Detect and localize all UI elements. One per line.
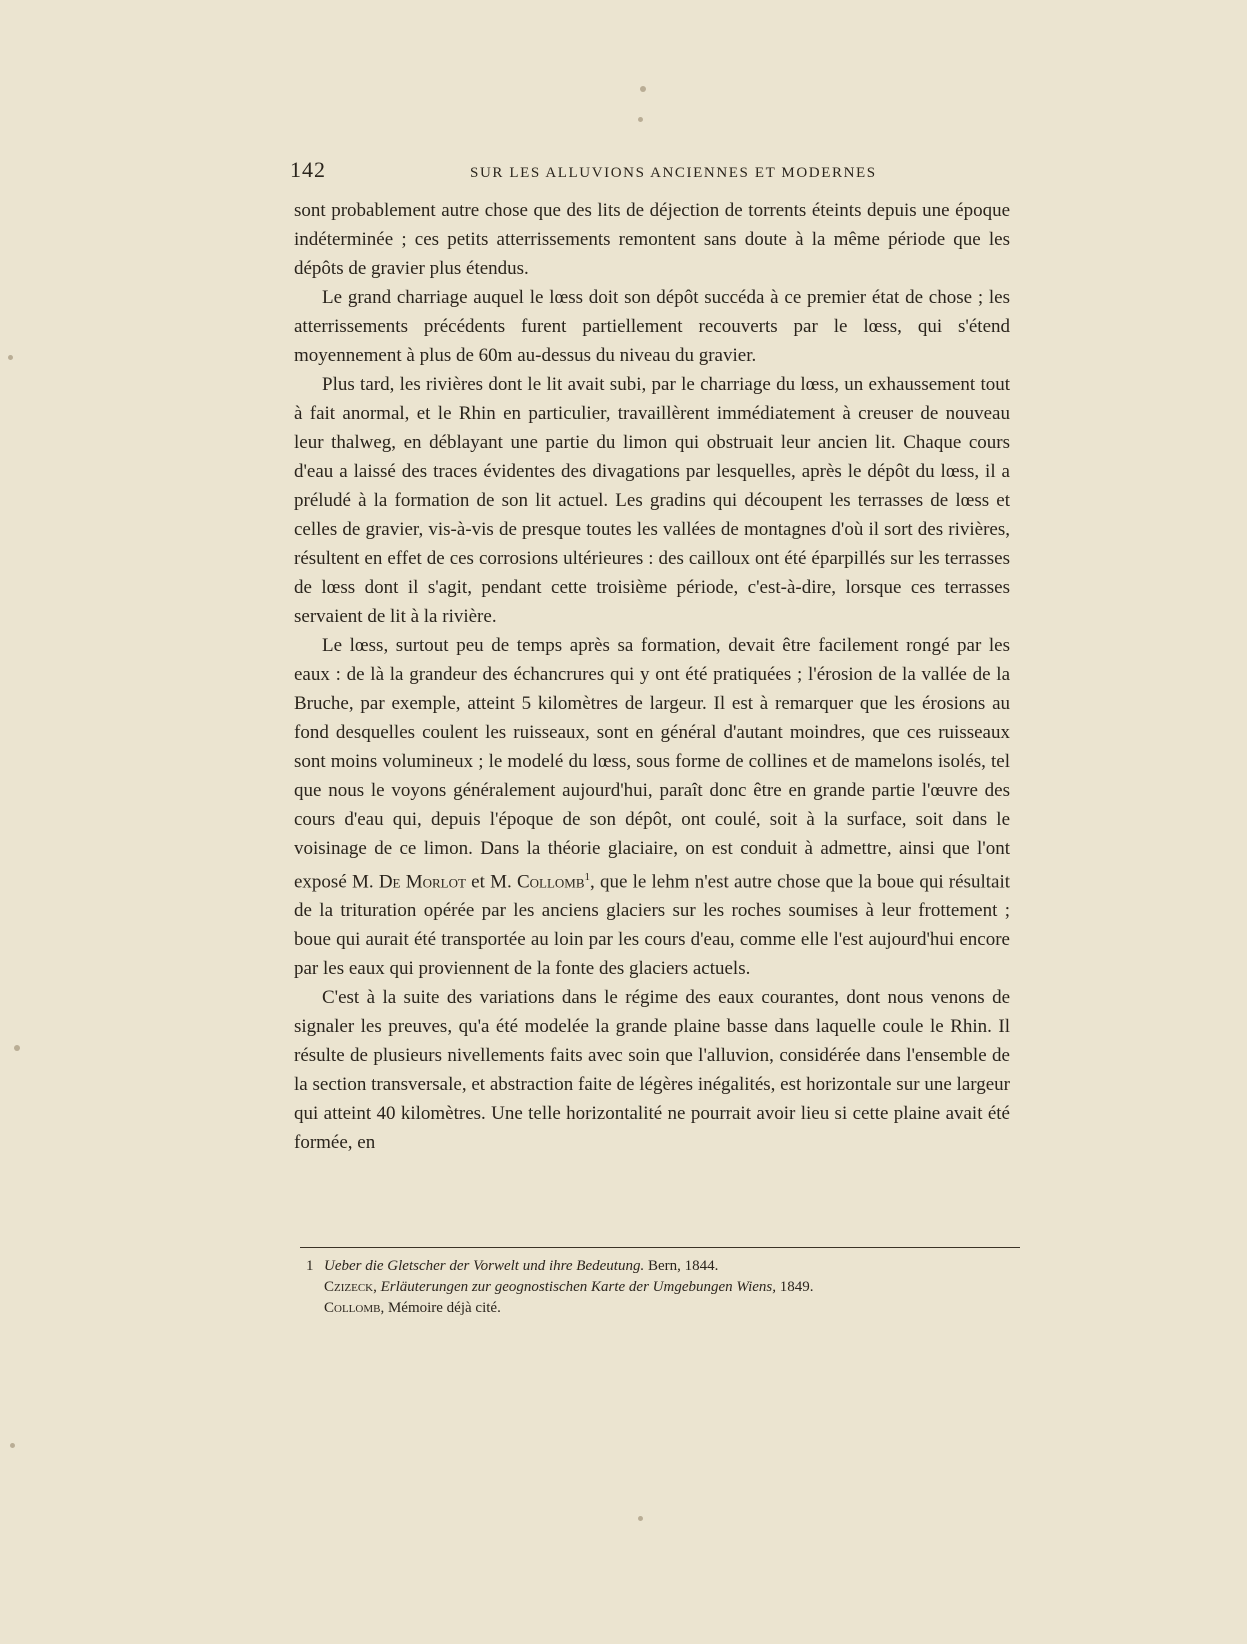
paragraph: sont probablement autre chose que des lits de déjection de torrents éteints depuis une époque indéterminée ; ces petits atterrissements remontent sans doute à la même période que les dépôts de gravier plus étendus.	[294, 200, 1010, 279]
body-text	[294, 196, 1010, 1157]
paper-spot	[8, 355, 13, 360]
footnote	[306, 1298, 1026, 1319]
paragraph	[294, 631, 1010, 983]
footnotes	[306, 1256, 1026, 1319]
paper-spot	[638, 1516, 643, 1521]
paragraph-text: et M.	[465, 871, 517, 893]
footnote-text: 1849.	[775, 1279, 814, 1295]
footnote-author: Collomb	[324, 1300, 381, 1316]
paragraph-text: Le lœss, surtout peu de temps après sa formation, devait être facilement rongé par les eaux : de là la grandeur des échancrures qui y ont été pratiquées ; l'érosion de la vallée de la Bruche, par exemple, atteint 5 kilomètres de largeur. Il est à remarquer que les érosions au fond desquelles coulent les ruisseaux, sont en général d'autant moindres, que ces ruisseaux sont moins volumineux ; le modelé du lœss, sous forme de collines et de mamelons isolés, tel que nous le voyons généralement aujourd'hui, paraît donc être en grande partie l'œuvre des cours d'eau qui, depuis l'époque de son dépôt, ont coulé, soit à la surface, soit dans le voisinage de ce limon. Dans la théorie glaciaire, on est conduit à admettre, ainsi que l'ont exposé M.	[294, 635, 1010, 893]
paragraph-text: , que le lehm n'est autre chose que la boue qui résultait de la trituration opérée par les anciens glaciers sur les roches soumises à leur frottement ; boue qui aurait été transportée au loin par les cours d'eau, comme elle l'est aujourd'hui encore par les eaux qui proviennent de la fonte des glaciers actuels.	[294, 871, 1011, 980]
footnote-reference: 1	[584, 871, 590, 883]
author-name: De Morlot	[378, 871, 466, 893]
page-number: 142	[290, 157, 326, 182]
running-title: SUR LES ALLUVIONS ANCIENNES ET MODERNES	[470, 165, 877, 181]
footnote-title: Erläuterungen zur geognostischen Karte der Umgebungen Wiens,	[380, 1279, 776, 1295]
footnote-title: Ueber die Gletscher der Vorwelt und ihre Bedeutung.	[324, 1258, 645, 1274]
footnote-author: Czizeck	[324, 1279, 374, 1295]
paper-spot	[638, 117, 643, 122]
paragraph: Le grand charriage auquel le lœss doit son dépôt succéda à ce premier état de chose ; les atterrissements précédents furent partiellement recouverts par le lœss, qui s'étend moyennement à plus de 60m au-dessus du niveau du gravier.	[294, 287, 1010, 366]
footnote	[306, 1256, 1026, 1277]
page-header	[290, 157, 1010, 193]
author-name: Collomb	[516, 871, 585, 893]
paper-spot	[10, 1443, 15, 1448]
paper-spot	[640, 86, 646, 92]
footnote-number: 1	[306, 1258, 314, 1274]
footnote	[306, 1277, 1026, 1298]
footnote-rule	[300, 1247, 1020, 1248]
paragraph: C'est à la suite des variations dans le régime des eaux courantes, dont nous venons de signaler les preuves, qu'a été modelée la grande plaine basse dans laquelle coule le Rhin. Il résulte de plusieurs nivellements faits avec soin que l'alluvion, considérée dans l'ensemble de la section transversale, et abstraction faite de légères inégalités, est horizontale sur une largeur qui atteint 40 kilomètres. Une telle horizontalité ne pourrait avoir lieu si cette plaine avait été formée, en	[294, 987, 1010, 1154]
footnote-text: Bern, 1844.	[644, 1258, 719, 1274]
footnote-text: , Mémoire déjà cité.	[380, 1300, 501, 1316]
footnote-separator: ,	[373, 1279, 381, 1295]
paragraph: Plus tard, les rivières dont le lit avait subi, par le charriage du lœss, un exhaussement tout à fait anormal, et le Rhin en particulier, travaillèrent immédiatement à creuser de nouveau leur thalweg, en déblayant une partie du limon qui obstruait leur ancien lit. Chaque cours d'eau a laissé des traces évidentes des divagations par lesquelles, après le dépôt du lœss, il a préludé à la formation de son lit actuel. Les gradins qui découpent les terrasses de lœss et celles de gravier, vis-à-vis de presque toutes les vallées de montagnes d'où il sort des rivières, résultent en effet de ces corrosions ultérieures : des cailloux ont été éparpillés sur les terrasses de lœss dont il s'agit, pendant cette troisième période, c'est-à-dire, lorsque ces terrasses servaient de lit à la rivière.	[294, 374, 1010, 627]
paper-spot	[14, 1045, 20, 1051]
